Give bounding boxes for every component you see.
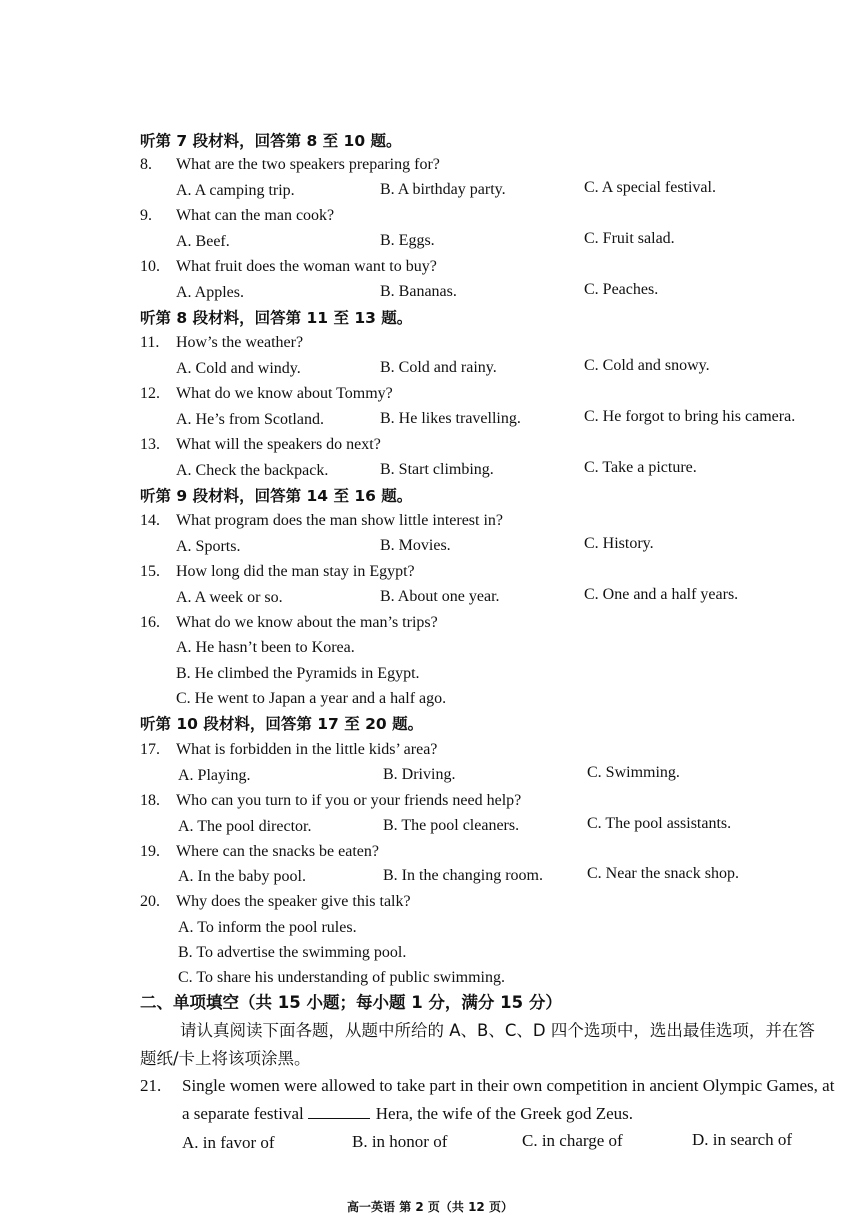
option-b: B. In the changing room. xyxy=(383,867,543,884)
question-text: What do we know about the man’s trips? xyxy=(176,614,438,631)
page-footer: 高一英语 第 2 页（共 12 页） xyxy=(347,1200,513,1214)
question-stem xyxy=(140,257,437,277)
option-a: A. A week or so. xyxy=(176,589,283,606)
option-b: B. in honor of xyxy=(352,1132,448,1151)
question-number: 18. xyxy=(140,792,160,809)
question-stem xyxy=(140,206,334,226)
question-number: 11. xyxy=(140,334,160,351)
option-b: B. Cold and rainy. xyxy=(380,359,497,376)
option-c: C. Fruit salad. xyxy=(584,230,675,247)
option-c: C. The pool assistants. xyxy=(587,815,732,832)
option-a: A. In the baby pool. xyxy=(178,868,306,885)
question-text: Who can you turn to if you or your friends need help? xyxy=(176,792,522,809)
option-c: C. Swimming. xyxy=(587,764,680,781)
option-d: D. in search of xyxy=(692,1130,793,1149)
option-c: C. One and a half years. xyxy=(584,586,739,603)
stem-text-after-blank: Hera, the wife of the Greek god Zeus. xyxy=(375,1104,634,1123)
part2-heading: 二、单项填空（共 15 小题；每小题 1 分，满分 15 分） xyxy=(140,993,562,1012)
question-number: 16. xyxy=(140,614,160,631)
option-b: B. Bananas. xyxy=(380,283,457,300)
question-stem xyxy=(140,892,411,912)
option-c: C. Take a picture. xyxy=(584,459,697,476)
stem-text-before-blank: a separate festival xyxy=(182,1104,304,1123)
question-stem xyxy=(140,562,415,582)
option-a: A. Sports. xyxy=(176,538,241,555)
part2-instruction-line2: 题纸/卡上将该项涂黑。 xyxy=(140,1049,311,1068)
question-number: 20. xyxy=(140,893,160,910)
option-b: B. To advertise the swimming pool. xyxy=(178,944,407,961)
option-a: A. Check the backpack. xyxy=(176,462,329,479)
option-a: A. Beef. xyxy=(176,233,230,250)
question-text: Why does the speaker give this talk? xyxy=(176,893,411,910)
option-b: B. A birthday party. xyxy=(380,181,506,198)
question-stem xyxy=(140,155,440,175)
question-text: Where can the snacks be eaten? xyxy=(176,843,379,860)
option-a: A. A camping trip. xyxy=(176,182,295,199)
question-text: What can the man cook? xyxy=(176,207,335,224)
question-number: 12. xyxy=(140,385,160,402)
option-c: C. He forgot to bring his camera. xyxy=(584,408,796,425)
question-stem xyxy=(140,740,437,760)
option-a: A. in favor of xyxy=(182,1133,275,1152)
question-text: What is forbidden in the little kids’ area? xyxy=(176,741,438,758)
option-b: B. Eggs. xyxy=(380,232,435,249)
option-b: B. He likes travelling. xyxy=(380,410,521,427)
option-c: C. A special festival. xyxy=(584,179,716,196)
option-a: A. Cold and windy. xyxy=(176,360,301,377)
option-c: C. History. xyxy=(584,535,654,552)
question-text: What fruit does the woman want to buy? xyxy=(176,258,437,275)
option-c: C. He went to Japan a year and a half ago. xyxy=(176,690,447,707)
section-header-8: 听第 8 段材料，回答第 11 至 13 题。 xyxy=(140,309,413,327)
option-c: C. Near the snack shop. xyxy=(587,865,739,882)
option-a: A. Playing. xyxy=(178,767,251,784)
question-text: Single women were allowed to take part in their own competition in ancient Olympic Games, at xyxy=(182,1076,835,1095)
option-b: B. About one year. xyxy=(380,588,500,605)
question-text: What are the two speakers preparing for? xyxy=(176,156,440,173)
option-b: B. Driving. xyxy=(383,766,456,783)
answer-blank xyxy=(308,1104,370,1119)
question-number: 14. xyxy=(140,512,160,529)
question-number: 8. xyxy=(140,156,152,173)
option-a: A. He hasn’t been to Korea. xyxy=(176,639,355,656)
option-c: C. Peaches. xyxy=(584,281,659,298)
question-text: How’s the weather? xyxy=(176,334,304,351)
question-text: What will the speakers do next? xyxy=(176,436,381,453)
section-header-7: 听第 7 段材料，回答第 8 至 10 题。 xyxy=(140,132,402,150)
question-number: 17. xyxy=(140,741,160,758)
section-header-9: 听第 9 段材料，回答第 14 至 16 题。 xyxy=(140,487,413,505)
option-b: B. Start climbing. xyxy=(380,461,494,478)
question-number: 19. xyxy=(140,843,160,860)
question-number: 13. xyxy=(140,436,160,453)
question-number: 9. xyxy=(140,207,152,224)
question-number: 21. xyxy=(140,1076,162,1095)
option-c: C. To share his understanding of public swimming. xyxy=(178,969,505,986)
question-text: What program does the man show little interest in? xyxy=(176,512,504,529)
option-c: C. in charge of xyxy=(522,1131,623,1150)
option-a: A. The pool director. xyxy=(178,818,312,835)
question-number: 15. xyxy=(140,563,160,580)
option-b: B. The pool cleaners. xyxy=(383,817,520,834)
option-a: A. He’s from Scotland. xyxy=(176,411,324,428)
section-header-10: 听第 10 段材料，回答第 17 至 20 题。 xyxy=(140,715,424,733)
question-stem xyxy=(140,842,379,862)
question-stem xyxy=(140,791,521,811)
question-stem xyxy=(140,384,393,404)
option-b: B. He climbed the Pyramids in Egypt. xyxy=(176,665,420,682)
part2-instruction-line1: 请认真阅读下面各题，从题中所给的 A、B、C、D 四个选项中，选出最佳选项，并在答 xyxy=(180,1021,815,1040)
option-b: B. Movies. xyxy=(380,537,451,554)
question-number: 10. xyxy=(140,258,160,275)
question-stem xyxy=(140,1076,834,1096)
option-c: C. Cold and snowy. xyxy=(584,357,710,374)
question-text: How long did the man stay in Egypt? xyxy=(176,563,415,580)
question-stem xyxy=(140,511,503,531)
option-a: A. To inform the pool rules. xyxy=(178,919,357,936)
question-text: What do we know about Tommy? xyxy=(176,385,393,402)
question-stem-continued xyxy=(182,1104,633,1124)
question-stem xyxy=(140,613,438,633)
option-a: A. Apples. xyxy=(176,284,244,301)
question-stem xyxy=(140,333,303,353)
question-stem xyxy=(140,435,381,455)
